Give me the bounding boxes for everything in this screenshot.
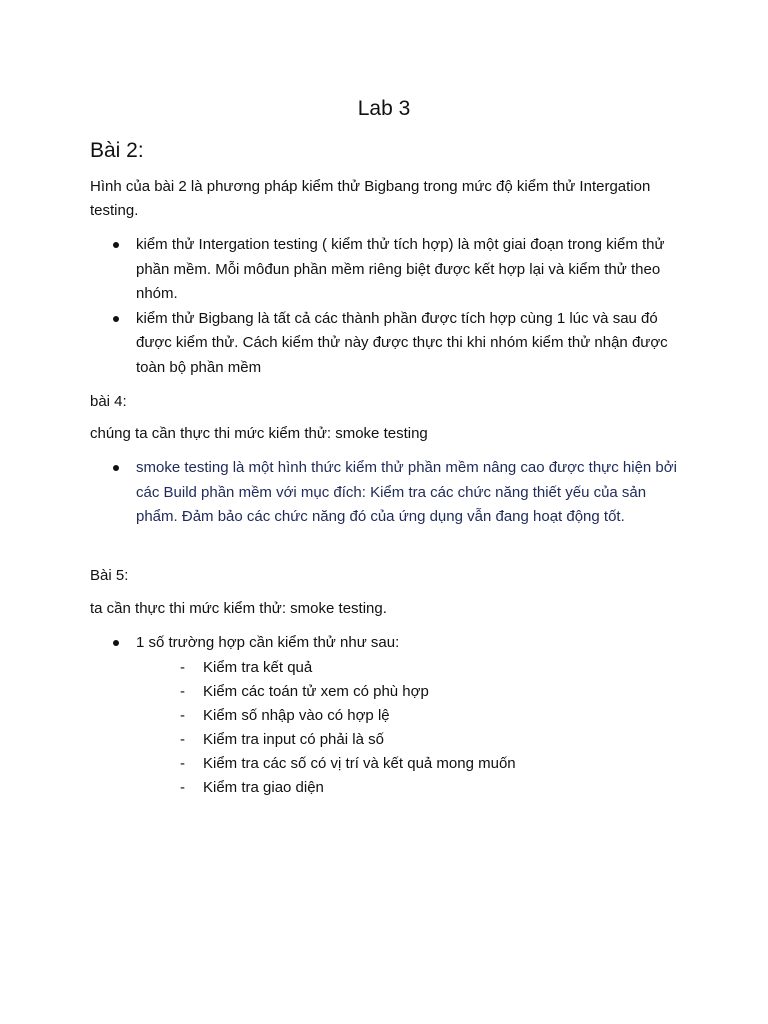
bullet-list-bai-4: [90, 456, 690, 530]
list-item: - Kiểm các toán tử xem có phù hợp: [180, 680, 516, 704]
bullet-list-bai-5: [90, 631, 690, 656]
document-title: Lab 3: [357, 97, 411, 120]
bullet-dot-icon: [113, 316, 119, 322]
section-intro-bai-2: Hình của bài 2 là phương pháp kiểm thử Bigbang trong mức độ kiểm thử Intergation testing.: [90, 178, 651, 219]
list-item: smoke testing là một hình thức kiểm thử phần mềm nâng cao được thực hiện bởi các Build phần mềm với mục đích: Kiểm tra các chức năng thiết yếu của sản phẩm. Đảm bảo các chức năng đó của ứng dụng vẫn đang hoạt động tốt.: [90, 456, 684, 530]
dash-marker: -: [180, 707, 185, 724]
bullet-dot-icon: [113, 242, 119, 248]
section-heading-bai-4: bài 4:: [90, 393, 127, 410]
list-item: - Kiểm số nhập vào có hợp lệ: [180, 704, 516, 728]
test-case-list: [180, 656, 516, 800]
dash-marker: -: [180, 755, 185, 772]
section-heading-bai-5: Bài 5:: [90, 567, 129, 584]
list-item: - Kiểm tra giao diện: [180, 776, 516, 800]
list-item: - Kiểm tra các số có vị trí và kết quả mong muốn: [180, 752, 516, 776]
bullet-dot-icon: [113, 465, 119, 471]
list-item: 1 số trường hợp cần kiểm thử như sau:: [90, 631, 684, 656]
bullet-list-bai-2: [90, 233, 690, 380]
dash-marker: -: [180, 659, 185, 676]
dash-marker: -: [180, 779, 185, 796]
list-item: - Kiểm tra input có phải là số: [180, 728, 516, 752]
list-item: - Kiểm tra kết quả: [180, 656, 516, 680]
bullet-dot-icon: [113, 640, 119, 646]
section-intro-bai-5: ta cần thực thi mức kiểm thử: smoke testing.: [90, 600, 387, 617]
dash-marker: -: [180, 683, 185, 700]
section-heading-bai-2: Bài 2:: [90, 139, 144, 162]
section-intro-bai-4: chúng ta cần thực thi mức kiểm thử: smoke testing: [90, 425, 428, 442]
list-item: kiểm thử Intergation testing ( kiểm thử tích hợp) là một giai đoạn trong kiểm thử phần mềm. Mỗi môđun phần mềm riêng biệt được kết hợp lại và kiểm thử theo nhóm.: [90, 233, 684, 307]
list-item: kiểm thử Bigbang là tất cả các thành phần được tích hợp cùng 1 lúc và sau đó được kiểm thử. Cách kiểm thử này được thực thi khi nhóm kiểm thử nhận được toàn bộ phần mềm: [90, 307, 684, 381]
dash-marker: -: [180, 731, 185, 748]
